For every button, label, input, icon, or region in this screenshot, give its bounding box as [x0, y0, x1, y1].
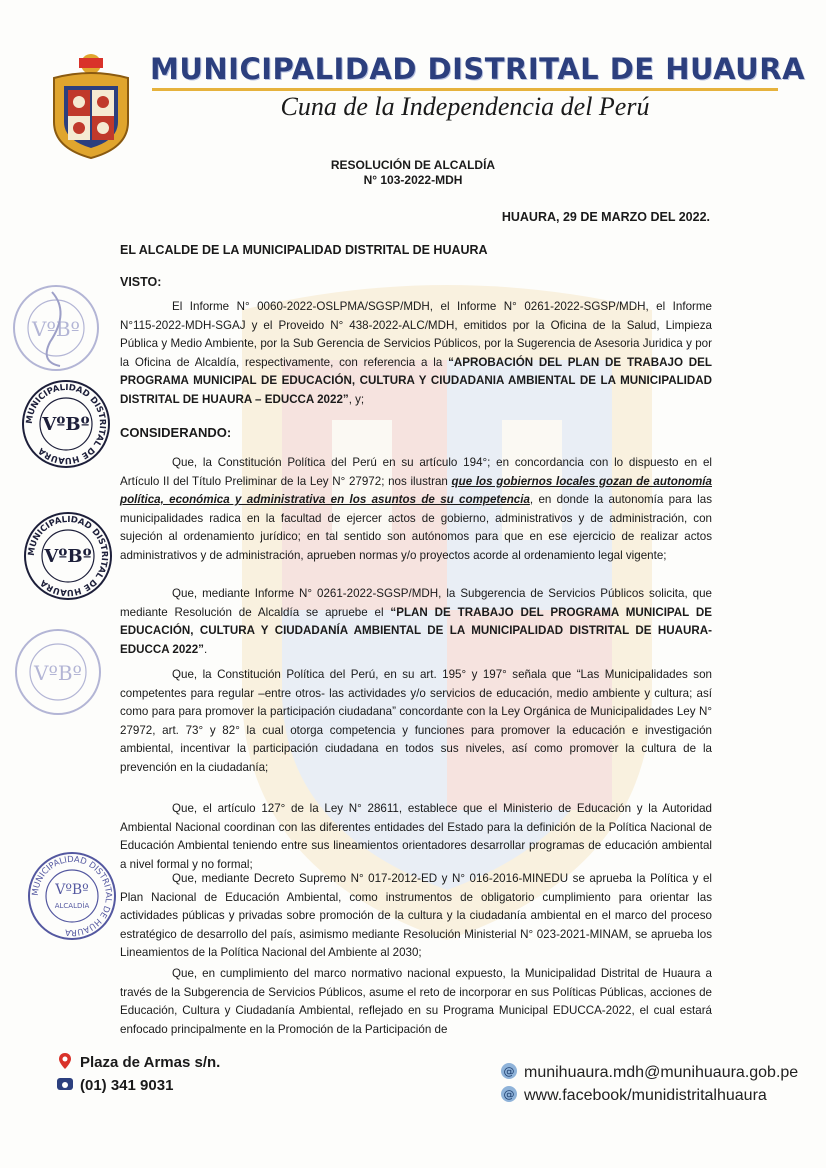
vobo-stamp-alcaldia [26, 850, 118, 942]
footer-address [56, 1052, 220, 1071]
email-icon [500, 1062, 518, 1080]
considerando-paragraph-2: Que, mediante Informe N° 0261-2022-SGSP/MDH, la Subgerencia de Servicios Públicos solicita, que mediante Resolución de Alcaldía se apruebe el “PLAN DE TRABAJO DEL PROGRAMA MUNICIPAL DE EDUCACIÓN, CULTURA Y CIUDADANÍA AMBIENTAL DE LA MUNICIPALIDAD DISTRITAL DE HUAURA-EDUCCA 2022”. [120, 587, 713, 656]
considerando-paragraph-1: Que, la Constitución Política del Perú en su artículo 194°; en concordancia con lo dispuesto en el Artículo II del Título Preliminar de la Ley N° 27972; nos ilustran que los gobiernos locales gozan de autonomía política, económica y administrativa en los asuntos de su competencia, en donde la autonomía para las municipalidades radica en la facultad de ejercer actos de gobierno, administrativos y de administración, con sujeción al ordenamiento jurídico; en tal sentido son autónomos para que en ese ejercicio de realizar actos administrativos y de administración, aprueben normas y/o proyectos acorde al ordenamiento legal vigente; [120, 456, 712, 562]
vobo-stamp-faded [12, 626, 104, 718]
organization-name: MUNICIPALIDAD DISTRITAL DE HUAURA [150, 52, 806, 86]
svg-text:VºBº: VºBº [42, 414, 90, 435]
vobo-stamp [10, 282, 102, 374]
place-date: HUAURA, 29 DE MARZO DEL 2022. [501, 210, 710, 224]
globe-icon [500, 1085, 518, 1103]
svg-text:VºBº: VºBº [32, 317, 80, 341]
svg-text:VºBº: VºBº [44, 546, 92, 567]
vobo-stamp-servicios [22, 510, 114, 602]
vobo-stamp-municipal [20, 378, 112, 470]
considerando-paragraph-5: Que, mediante Decreto Supremo N° 017-2012-ED y N° 016-2016-MINEDU se aprueba la Política y el Plan Nacional de Educación Ambiental, como instrumentos de obligatorio cumplimiento para orientar las actividades públicas y privadas sobre promoción de la cultura y la ciudadanía ambiental en el marco del proceso estratégico de desarrollo del país, asimismo mediante Resolución Ministerial N° 023-2021-MINAM, se aprueba los Lineamientos de la Política Nacional del Ambiente al 2030; [120, 872, 712, 959]
footer-phone-text: (01) 341 9031 [80, 1077, 174, 1094]
telephone-icon [56, 1075, 74, 1093]
footer-email-link[interactable]: munihuaura.mdh@munihuaura.gob.pe [524, 1064, 799, 1081]
considerando-paragraph-4: Que, el artículo 127° de la Ley N° 28611, establece que el Ministerio de Educación y la Autoridad Ambiental Nacional coordinan con las diferentes entidades del Estado para la definición de la Política Nacional de Educación Ambiental teniendo entre sus lineamientos orientadores desarrollar programas de educación ambiental a nivel formal y no formal; [120, 802, 712, 871]
considerando-heading: CONSIDERANDO: [120, 425, 232, 440]
footer-web [500, 1085, 767, 1105]
svg-text:@: @ [503, 1088, 515, 1101]
header-rule [152, 88, 778, 91]
municipal-crest-logo [48, 52, 134, 162]
footer-phone [56, 1075, 173, 1094]
considerando-paragraph-3: Que, la Constitución Política del Perú, en su art. 195° y 197° señala que “Las Municipalidades son competentes para regular –entre otros- las actividades y/o servicios de educación, medio ambiente y cultura; así como para para promover la participación ciudadana” concordante con la Ley Orgánica de Municipalidades Ley N° 27972, art. 73° y 82° la cual otorga competencia y funciones para promover la educación e investigación ambiental, incentivar la participación ciudadana en todos sus niveles, así como promover la cultura de la prevención en la ciudadanía; [120, 668, 712, 774]
footer-email [500, 1062, 798, 1082]
considerando-paragraph-6: Que, en cumplimiento del marco normativo nacional expuesto, la Municipalidad Distrital de Huaura a través de la Subgerencia de Servicios Públicos, asume el reto de incorporar en sus Políticas Públicas, acciones de Educación, Cultura y Ciudadanía Ambiental, reflejado en su Programa Municipal EDUCCA-2022, el cual estará enfocado principalmente en la Promoción de la Participación de [120, 967, 712, 1036]
footer-address-text: Plaza de Armas s/n. [80, 1054, 221, 1071]
location-pin-icon [56, 1052, 74, 1070]
svg-text:@: @ [503, 1065, 515, 1078]
svg-text:VºBº: VºBº [55, 882, 89, 898]
svg-text:MUNICIPALIDAD DISTRITAL DE HUA: MUNICIPALIDAD DISTRITAL DE HUAURA [30, 854, 114, 938]
organization-slogan: Cuna de la Independencia del Perú [280, 92, 650, 121]
visto-paragraph: El Informe N° 0060-2022-OSLPMA/SGSP/MDH, el Informe N° 0261-2022-SGSP/MDH, el Informe N°115-2022-MDH-SGAJ y el Proveido N° 438-2022-ALC/MDH, emitidos por la Oficina de la Salud, Limpieza Pública y Medio Ambiente, por la Sub Gerencia de Servicios Públicos, por la Sugerencia de Asesoria Juridica y por la Oficina de Alcaldía, respectivamente, con referencia a la “APROBACIÓN DEL PLAN DE TRABAJO DEL PROGRAMA MUNICIPAL DE EDUCACIÓN, CULTURA Y CIUDADANIA AMBIENTAL DE LA MUNICIPALIDAD DISTRITAL DE HUAURA – EDUCCA 2022”, y; [120, 300, 712, 406]
addressee: EL ALCALDE DE LA MUNICIPALIDAD DISTRITAL DE HUAURA [120, 243, 488, 257]
svg-text:ALCALDÍA: ALCALDÍA [54, 902, 90, 910]
resolution-title: RESOLUCIÓN DE ALCALDÍA [330, 158, 496, 172]
svg-text:MUNICIPALIDAD DISTRITAL DE HUA: MUNICIPALIDAD DISTRITAL DE HUAURA [26, 514, 110, 598]
resolution-number: N° 103-2022-MDH [363, 173, 463, 187]
svg-text:VºBº: VºBº [34, 661, 82, 685]
svg-text:MUNICIPALIDAD DISTRITAL DE HUA: MUNICIPALIDAD DISTRITAL DE HUAURA [24, 382, 108, 466]
footer-web-link[interactable]: www.facebook/munidistritalhuaura [524, 1087, 767, 1104]
visto-heading: VISTO: [120, 275, 162, 289]
